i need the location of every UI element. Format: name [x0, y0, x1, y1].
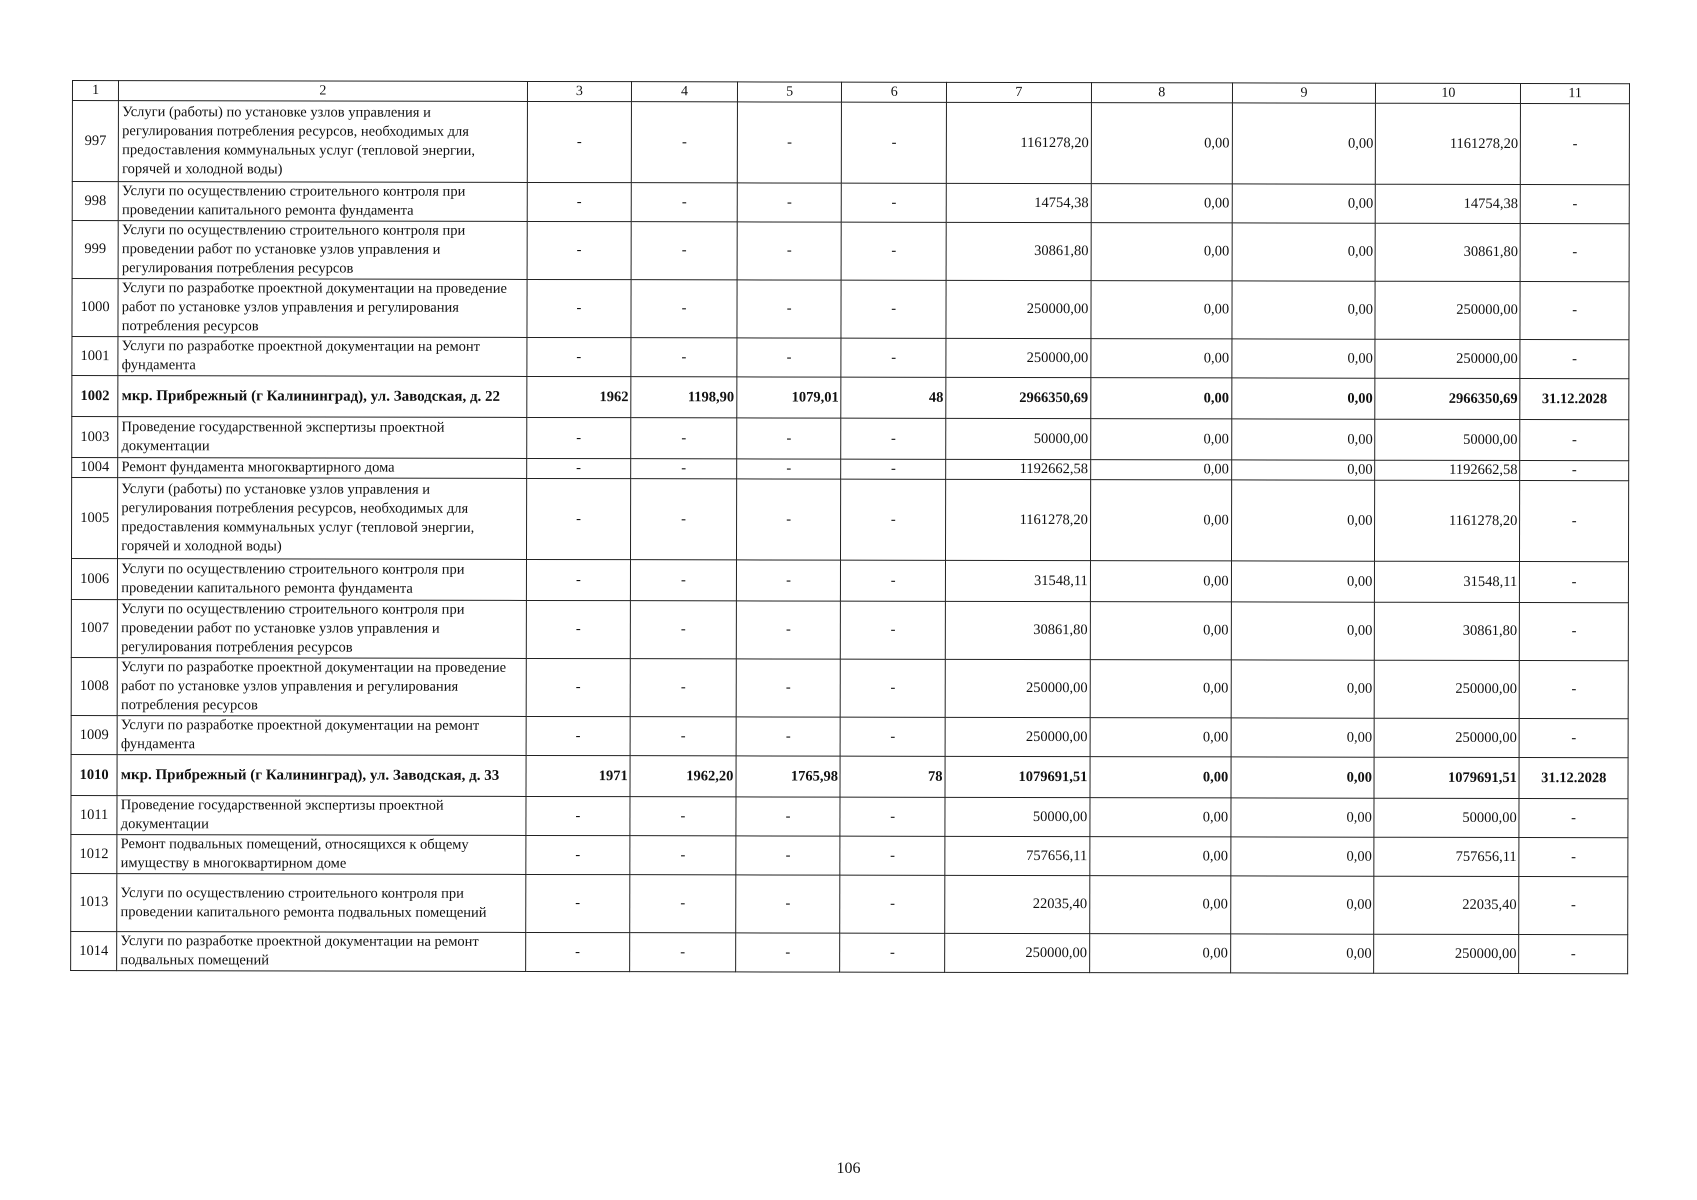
- cell-col-5: -: [737, 183, 842, 222]
- header-cell: 5: [737, 82, 842, 102]
- cell-col-9: 0,00: [1231, 561, 1375, 602]
- cell-col-6: -: [841, 418, 946, 459]
- cell-col-2: Услуги по разработке проектной документации на проведение работ по установке узлов управления и регулирования потребления ресурсов: [118, 279, 526, 338]
- cell-col-5: -: [736, 836, 841, 875]
- cell-col-1: 1004: [72, 458, 118, 478]
- cell-col-5: -: [736, 875, 841, 933]
- cell-col-7: 250000,00: [945, 659, 1090, 717]
- address-row: [72, 376, 1629, 420]
- table-row: [71, 715, 1628, 757]
- cell-col-6: 48: [841, 377, 946, 418]
- cell-col-11: -: [1521, 185, 1630, 224]
- cell-col-6: -: [841, 459, 946, 479]
- cell-col-7: 250000,00: [946, 280, 1091, 338]
- cell-col-10: 31548,11: [1375, 561, 1520, 602]
- cell-col-11: -: [1520, 224, 1629, 282]
- cell-col-10: 22035,40: [1374, 876, 1519, 934]
- cell-col-3: -: [526, 658, 631, 716]
- cell-col-2: Услуги по осуществлению строительного контроля при проведении работ по установке узлов управления и регулирования потребления ресурсов: [118, 600, 526, 659]
- cell-col-9: 0,00: [1232, 339, 1376, 378]
- cell-col-10: 30861,80: [1376, 223, 1521, 281]
- cell-col-10: 1079691,51: [1374, 757, 1519, 798]
- cell-col-6: -: [841, 338, 946, 377]
- cell-col-5: -: [736, 717, 841, 756]
- cell-col-10: 50000,00: [1375, 419, 1520, 460]
- cell-col-11: 31.12.2028: [1520, 379, 1629, 420]
- cell-col-9: 0,00: [1230, 837, 1374, 876]
- cell-col-3: -: [525, 932, 630, 971]
- address-row: [71, 754, 1628, 798]
- cell-col-2: Услуги (работы) по установке узлов управления и регулирования потребления ресурсов, необходимых для предоставления коммунальных услуг (тепловой энергии, горячей и холодной воды): [118, 478, 527, 560]
- cell-col-2: Услуги по разработке проектной документации на ремонт фундамента: [117, 716, 525, 756]
- cell-col-4: -: [630, 875, 736, 933]
- cell-col-3: -: [526, 417, 631, 458]
- cell-col-1: 1007: [71, 599, 117, 657]
- cell-col-3: -: [527, 279, 632, 337]
- cell-col-4: -: [631, 338, 737, 377]
- cell-col-1: 1005: [71, 478, 117, 559]
- cell-col-4: -: [630, 717, 736, 756]
- cell-col-7: 250000,00: [945, 717, 1090, 756]
- cell-col-3: 1962: [526, 376, 631, 417]
- cell-col-7: 30861,80: [946, 222, 1091, 280]
- cell-col-4: -: [632, 102, 738, 183]
- cell-col-9: 0,00: [1232, 103, 1376, 184]
- cell-col-8: 0,00: [1089, 934, 1230, 973]
- cell-col-11: -: [1520, 481, 1629, 562]
- cell-col-8: 0,00: [1090, 798, 1231, 837]
- cell-col-4: 1962,20: [630, 756, 736, 797]
- cell-col-10: 1192662,58: [1375, 460, 1520, 480]
- cell-col-11: -: [1521, 104, 1630, 185]
- cell-col-9: 0,00: [1231, 718, 1375, 757]
- cell-col-6: -: [841, 601, 946, 659]
- cell-col-9: 0,00: [1230, 876, 1374, 934]
- cell-col-3: -: [527, 101, 632, 182]
- cell-col-4: -: [631, 560, 737, 601]
- cell-col-6: -: [841, 659, 946, 717]
- cell-col-1: 1011: [71, 795, 117, 834]
- cell-col-1: 998: [72, 182, 118, 221]
- cell-col-1: 1006: [71, 559, 117, 600]
- cell-col-8: 0,00: [1091, 460, 1232, 480]
- page-number: 106: [836, 1160, 861, 1177]
- cell-col-3: -: [526, 716, 631, 755]
- cell-col-2: Ремонт подвальных помещений, относящихся к общему имуществу в многоквартирном доме: [117, 835, 525, 875]
- cell-col-4: -: [631, 459, 737, 479]
- cell-col-9: 0,00: [1231, 660, 1375, 718]
- cell-col-3: -: [527, 337, 632, 376]
- cell-col-8: 0,00: [1091, 378, 1232, 419]
- cell-col-2: Услуги (работы) по установке узлов управления и регулирования потребления ресурсов, необходимых для предоставления коммунальных услуг (тепловой энергии, горячей и холодной воды): [119, 101, 528, 183]
- header-cell: 1: [72, 81, 118, 101]
- cell-col-6: -: [840, 933, 945, 972]
- cell-col-1: 1013: [71, 873, 117, 931]
- cell-col-8: 0,00: [1091, 281, 1232, 339]
- cell-col-1: 1002: [72, 376, 118, 417]
- cell-col-4: -: [631, 280, 737, 338]
- cell-col-9: 0,00: [1231, 602, 1375, 660]
- cell-col-7: 1161278,20: [946, 479, 1091, 560]
- cell-col-5: -: [736, 459, 841, 479]
- cell-col-4: -: [631, 222, 737, 280]
- header-cell: 3: [527, 81, 632, 101]
- table-row: [72, 417, 1629, 461]
- cell-col-4: -: [630, 933, 736, 972]
- cell-col-10: 50000,00: [1374, 798, 1519, 837]
- cell-col-7: 14754,38: [946, 183, 1091, 222]
- cell-col-4: -: [630, 797, 736, 836]
- cell-col-4: -: [630, 659, 736, 717]
- header-cell: 11: [1521, 84, 1630, 104]
- cell-col-9: 0,00: [1231, 419, 1375, 460]
- cell-col-11: -: [1519, 935, 1628, 974]
- cell-col-2: Ремонт фундамента многоквартирного дома: [118, 458, 526, 479]
- cell-col-7: 250000,00: [946, 338, 1091, 377]
- table-row: [71, 599, 1628, 660]
- cell-col-10: 250000,00: [1375, 718, 1520, 757]
- cell-col-11: -: [1519, 719, 1628, 758]
- header-cell: 2: [119, 81, 527, 102]
- cell-col-3: -: [526, 796, 631, 835]
- cell-col-8: 0,00: [1090, 876, 1231, 934]
- cell-col-5: -: [737, 102, 842, 183]
- cell-col-3: -: [527, 182, 632, 221]
- cell-col-9: 0,00: [1230, 934, 1374, 973]
- cell-col-1: 1000: [72, 279, 118, 337]
- cell-col-2: мкр. Прибрежный (г Калининград), ул. Заводская, д. 33: [117, 755, 525, 797]
- cell-col-10: 14754,38: [1376, 184, 1521, 223]
- table-row: [71, 834, 1628, 876]
- cell-col-5: -: [736, 797, 841, 836]
- cell-col-5: 1079,01: [737, 377, 842, 418]
- cell-col-8: 0,00: [1090, 602, 1231, 660]
- table-row: [71, 559, 1628, 603]
- header-cell: 8: [1091, 83, 1232, 103]
- cell-col-11: -: [1519, 661, 1628, 719]
- cell-col-2: Услуги по разработке проектной документации на ремонт фундамента: [118, 337, 526, 377]
- cell-col-9: 0,00: [1232, 184, 1376, 223]
- cell-col-2: Услуги по осуществлению строительного контроля при проведении капитального ремонта подвальных помещений: [117, 874, 525, 933]
- cell-col-4: -: [631, 479, 737, 560]
- cell-col-10: 250000,00: [1375, 660, 1520, 718]
- cell-col-7: 2966350,69: [946, 377, 1091, 418]
- cell-col-3: -: [526, 559, 631, 600]
- cell-col-5: -: [735, 933, 840, 972]
- cell-col-11: -: [1520, 461, 1629, 481]
- cell-col-4: -: [630, 836, 736, 875]
- cell-col-7: 1079691,51: [945, 756, 1090, 797]
- cell-col-6: -: [840, 797, 945, 836]
- cell-col-1: 1009: [71, 715, 117, 754]
- cell-col-4: 1198,90: [631, 377, 737, 418]
- cell-col-6: 78: [840, 756, 945, 797]
- cell-col-10: 250000,00: [1374, 934, 1519, 973]
- cell-col-2: Услуги по разработке проектной документации на проведение работ по установке узлов управления и регулирования потребления ресурсов: [117, 658, 525, 717]
- cell-col-4: -: [631, 418, 737, 459]
- cell-col-1: 1001: [72, 337, 118, 376]
- cell-col-7: 50000,00: [945, 797, 1090, 836]
- cell-col-11: -: [1520, 282, 1629, 340]
- cell-col-7: 757656,11: [945, 836, 1090, 875]
- cell-col-8: 0,00: [1090, 480, 1231, 561]
- cell-col-10: 250000,00: [1375, 339, 1520, 378]
- table-row: [72, 182, 1629, 224]
- cell-col-4: -: [631, 601, 737, 659]
- cell-col-9: 0,00: [1231, 460, 1375, 480]
- cell-col-9: 0,00: [1231, 798, 1375, 837]
- cell-col-2: Проведение государственной экспертизы проектной документации: [118, 417, 526, 459]
- cell-col-11: -: [1519, 799, 1628, 838]
- cell-col-3: -: [526, 478, 631, 559]
- cell-col-8: 0,00: [1091, 339, 1232, 378]
- table-row: [71, 873, 1628, 934]
- table-body: [71, 81, 1630, 974]
- cell-col-8: 0,00: [1091, 103, 1232, 184]
- cell-col-3: 1971: [526, 755, 631, 796]
- cell-col-6: -: [842, 183, 947, 222]
- table-row: [71, 795, 1628, 837]
- cell-col-9: 0,00: [1232, 223, 1376, 281]
- cell-col-10: 2966350,69: [1375, 378, 1520, 419]
- cell-col-8: 0,00: [1090, 561, 1231, 602]
- header-cell: 4: [632, 82, 738, 102]
- cell-col-8: 0,00: [1091, 419, 1232, 460]
- cell-col-3: -: [526, 458, 631, 478]
- cell-col-1: 999: [72, 221, 118, 279]
- cell-col-11: -: [1520, 603, 1629, 661]
- cell-col-10: 250000,00: [1375, 281, 1520, 339]
- cell-col-1: 997: [72, 101, 118, 182]
- cell-col-9: 0,00: [1231, 378, 1375, 419]
- cell-col-10: 1161278,20: [1376, 103, 1521, 184]
- cell-col-5: 1765,98: [736, 756, 841, 797]
- cell-col-6: -: [841, 560, 946, 601]
- cell-col-7: 31548,11: [945, 560, 1090, 601]
- cell-col-3: -: [525, 874, 630, 932]
- cell-col-7: 22035,40: [945, 875, 1090, 933]
- cell-col-2: мкр. Прибрежный (г Калининград), ул. Заводская, д. 22: [118, 376, 526, 418]
- cell-col-9: 0,00: [1232, 281, 1376, 339]
- cell-col-6: -: [840, 836, 945, 875]
- cell-col-4: -: [631, 183, 737, 222]
- cell-col-5: -: [736, 479, 841, 560]
- cell-col-1: 1012: [71, 834, 117, 873]
- cell-col-8: 0,00: [1090, 757, 1231, 798]
- cell-col-10: 30861,80: [1375, 602, 1520, 660]
- cell-col-11: -: [1520, 562, 1629, 603]
- cell-col-2: Услуги по осуществлению строительного контроля при проведении работ по установке узлов управления и регулирования потребления ресурсов: [118, 221, 526, 280]
- table-row: [72, 337, 1629, 379]
- cell-col-8: 0,00: [1090, 837, 1231, 876]
- cell-col-5: -: [736, 601, 841, 659]
- cell-col-9: 0,00: [1231, 480, 1375, 561]
- cell-col-7: 1161278,20: [946, 102, 1091, 183]
- cell-col-2: Услуги по разработке проектной документации на ремонт подвальных помещений: [117, 932, 525, 972]
- cell-col-7: 50000,00: [946, 418, 1091, 459]
- cell-col-10: 757656,11: [1374, 837, 1519, 876]
- header-cell: 10: [1376, 83, 1521, 103]
- cell-col-5: -: [737, 222, 842, 280]
- cell-col-3: -: [527, 221, 632, 279]
- cell-col-11: -: [1520, 420, 1629, 461]
- cell-col-2: Услуги по осуществлению строительного контроля при проведении капитального ремонта фундамента: [118, 182, 526, 222]
- cell-col-3: -: [526, 600, 631, 658]
- cell-col-11: -: [1519, 838, 1628, 877]
- cell-col-2: Услуги по осуществлению строительного контроля при проведении капитального ремонта фундамента: [118, 559, 526, 601]
- capital-repair-table: [70, 80, 1630, 974]
- cell-col-7: 1192662,58: [946, 459, 1091, 479]
- cell-col-5: -: [736, 659, 841, 717]
- cell-col-8: 0,00: [1090, 718, 1231, 757]
- cell-col-2: Проведение государственной экспертизы проектной документации: [117, 796, 525, 836]
- cell-col-5: -: [737, 418, 842, 459]
- cell-col-9: 0,00: [1231, 757, 1375, 798]
- table-row: [72, 458, 1629, 481]
- cell-col-11: -: [1520, 340, 1629, 379]
- cell-col-8: 0,00: [1091, 223, 1232, 281]
- cell-col-11: 31.12.2028: [1519, 758, 1628, 799]
- cell-col-1: 1014: [71, 931, 117, 970]
- table-row: [71, 478, 1628, 562]
- table-row: [72, 279, 1629, 340]
- cell-col-8: 0,00: [1091, 184, 1232, 223]
- cell-col-6: -: [841, 479, 946, 560]
- cell-col-5: -: [737, 338, 842, 377]
- table-row: [72, 101, 1629, 185]
- cell-col-1: 1003: [72, 417, 118, 458]
- header-cell: 6: [842, 82, 947, 102]
- table-row: [71, 931, 1628, 973]
- cell-col-5: -: [737, 280, 842, 338]
- cell-col-6: -: [842, 222, 947, 280]
- cell-col-11: -: [1519, 877, 1628, 935]
- cell-col-6: -: [841, 280, 946, 338]
- header-cell: 7: [946, 82, 1091, 102]
- cell-col-5: -: [736, 560, 841, 601]
- cell-col-7: 250000,00: [945, 933, 1090, 972]
- table-row: [71, 657, 1628, 718]
- cell-col-1: 1008: [71, 657, 117, 715]
- cell-col-3: -: [525, 835, 630, 874]
- cell-col-8: 0,00: [1090, 660, 1231, 718]
- cell-col-6: -: [841, 717, 946, 756]
- cell-col-1: 1010: [71, 754, 117, 795]
- table-row: [72, 221, 1629, 282]
- cell-col-6: -: [840, 875, 945, 933]
- cell-col-10: 1161278,20: [1375, 480, 1520, 561]
- cell-col-6: -: [842, 102, 947, 183]
- header-cell: 9: [1232, 83, 1376, 103]
- cell-col-7: 30861,80: [945, 601, 1090, 659]
